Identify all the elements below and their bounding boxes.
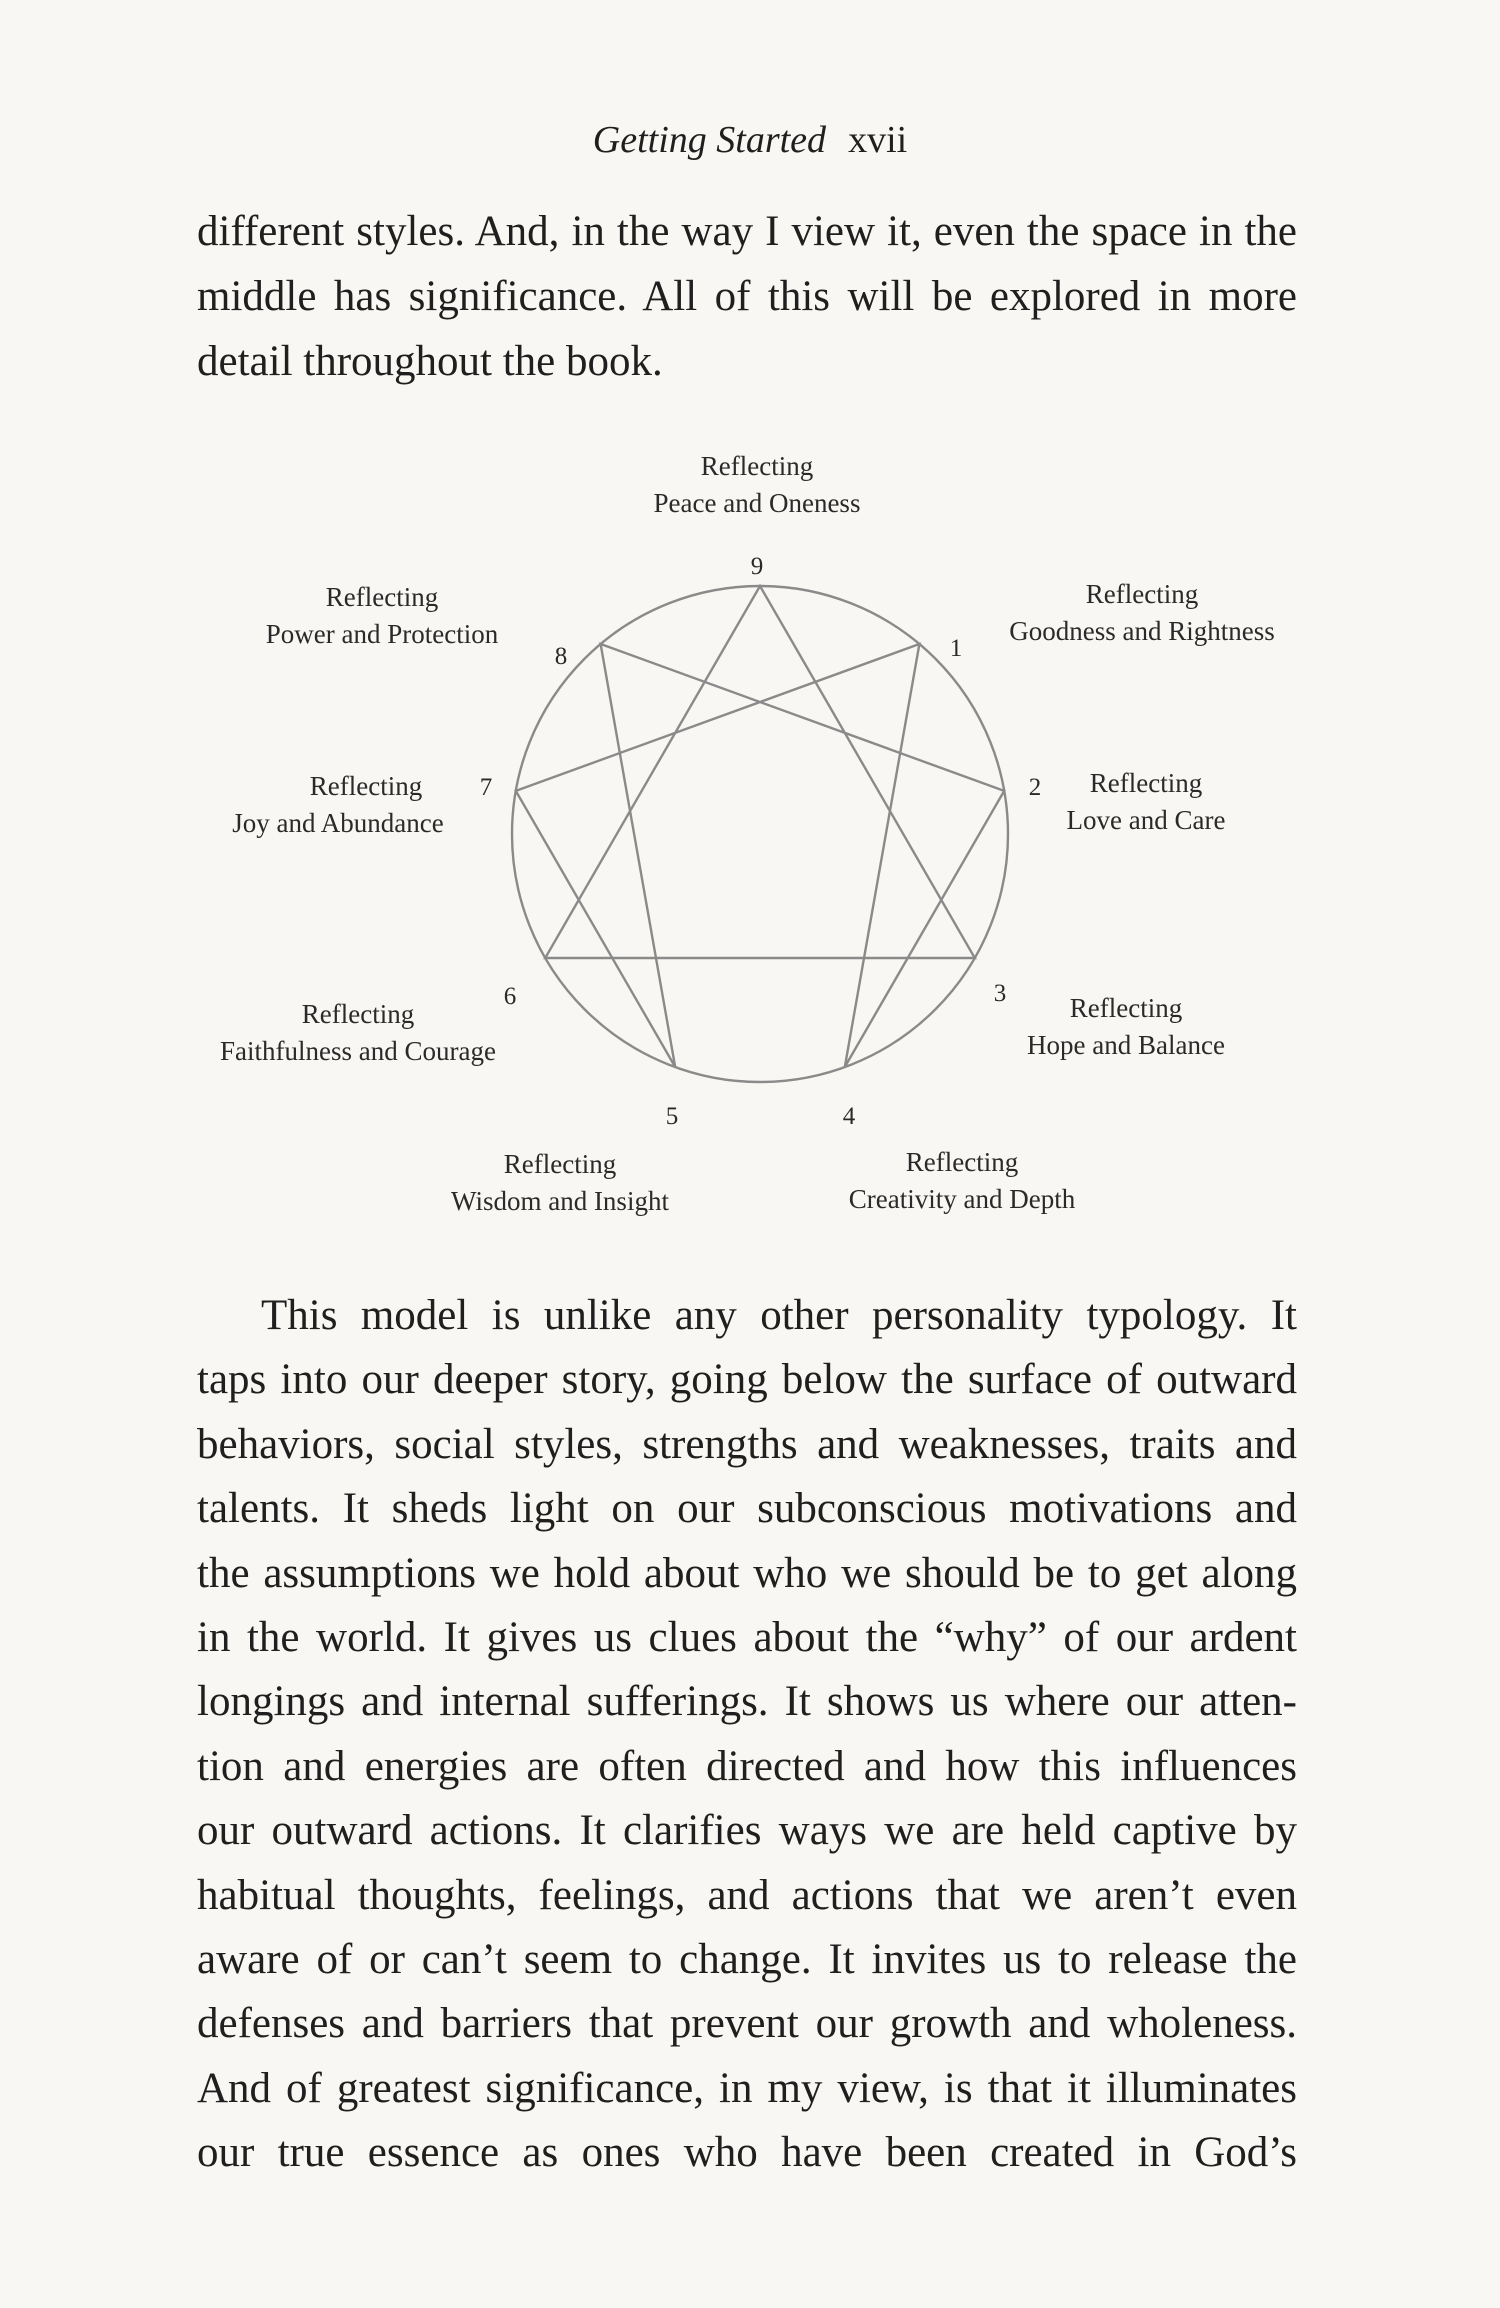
point-number-3: 3 <box>993 980 1007 1007</box>
label-7-line1: Reflecting <box>309 771 423 801</box>
text-line: habitual thoughts, feelings, and actions that we aren’t even <box>197 1871 1297 1919</box>
enneagram-hexad <box>516 644 1004 1067</box>
text-line: tion and energies are often directed and how this influences <box>197 1742 1297 1790</box>
page-number: xvii <box>848 119 908 161</box>
running-head-title: Getting Started <box>592 119 827 161</box>
label-3-line1: Reflecting <box>1069 993 1183 1023</box>
text-line: behaviors, social styles, strengths and weaknesses, traits and <box>197 1420 1297 1468</box>
paragraph-bottom <box>197 1284 1297 2185</box>
point-number-1: 1 <box>949 635 963 662</box>
label-2-line1: Reflecting <box>1089 768 1203 798</box>
text-line: the assumptions we hold about who we should be to get along <box>197 1549 1297 1597</box>
text-line: defenses and barriers that prevent our growth and wholeness. <box>197 2000 1297 2048</box>
label-2-line2: Love and Care <box>1066 805 1226 835</box>
text-line: And of greatest significance, in my view, is that it illuminates <box>197 2064 1297 2112</box>
text-line: talents. It sheds light on our subconscious motivations and <box>197 1485 1297 1533</box>
label-3-line2: Hope and Balance <box>1027 1030 1225 1060</box>
label-9-line2: Peace and Oneness <box>653 488 861 518</box>
label-6-line2: Faithfulness and Courage <box>220 1036 496 1066</box>
text-line: longings and internal sufferings. It shows us where our atten- <box>197 1678 1297 1726</box>
text-line: different styles. And, in the way I view it, even the space in the <box>197 208 1297 255</box>
label-6-line1: Reflecting <box>301 999 415 1029</box>
text-line: our outward actions. It clarifies ways we are held captive by <box>197 1807 1297 1855</box>
text-line: taps into our deeper story, going below the surface of outward <box>197 1356 1297 1404</box>
point-number-6: 6 <box>503 983 517 1010</box>
label-8-line2: Power and Protection <box>265 619 499 649</box>
point-number-2: 2 <box>1028 774 1042 801</box>
enneagram-triangle <box>545 586 975 958</box>
text-line: our true essence as ones who have been created in God’s <box>197 2129 1297 2177</box>
label-8-line1: Reflecting <box>325 582 439 612</box>
label-5-line1: Reflecting <box>503 1149 617 1179</box>
label-7-line2: Joy and Abundance <box>232 808 444 838</box>
text-line: aware of or can’t seem to change. It invites us to release the <box>197 1935 1297 1983</box>
label-4-line1: Reflecting <box>905 1147 1019 1177</box>
label-1-line2: Goodness and Rightness <box>1009 616 1275 646</box>
point-number-9: 9 <box>750 553 764 580</box>
label-4-line2: Creativity and Depth <box>848 1184 1076 1214</box>
point-number-7: 7 <box>479 774 493 801</box>
point-number-5: 5 <box>665 1103 679 1130</box>
enneagram-circle <box>512 586 1008 1082</box>
point-number-8: 8 <box>554 643 568 670</box>
text-line: in the world. It gives us clues about the “why” of our ardent <box>197 1613 1297 1661</box>
text-line: detail throughout the book. <box>197 338 663 385</box>
label-5-line2: Wisdom and Insight <box>451 1186 669 1216</box>
text-line: middle has significance. All of this will be explored in more <box>197 273 1297 320</box>
label-1-line1: Reflecting <box>1085 579 1199 609</box>
text-line: This model is unlike any other personality typology. It <box>261 1292 1297 1339</box>
point-number-4: 4 <box>842 1103 856 1130</box>
label-9-line1: Reflecting <box>700 451 814 481</box>
